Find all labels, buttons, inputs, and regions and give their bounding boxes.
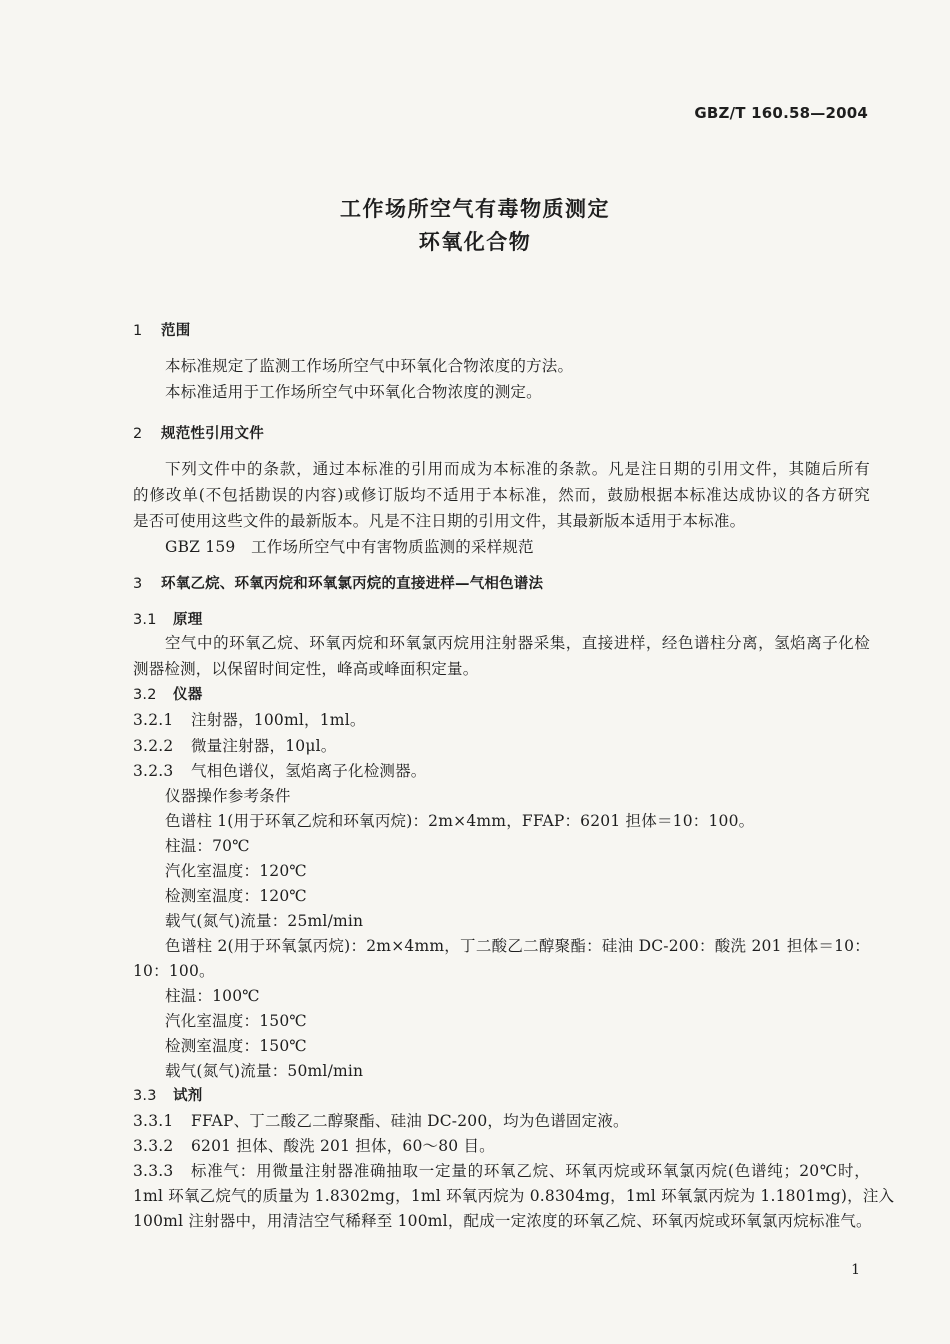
clause-number: 3.2.2 bbox=[133, 737, 174, 755]
column-1-vaporizer-temp: 汽化室温度：120℃ bbox=[165, 862, 307, 880]
paragraph-line: 的修改单(不包括勘误的内容)或修订版均不适用于本标准，然而，鼓励根据本标准达成协议的各方研究 bbox=[133, 486, 870, 504]
clause-number: 3.3.3 bbox=[133, 1162, 174, 1180]
column-1-carrier-flow: 载气(氮气)流量：25ml/min bbox=[165, 912, 364, 930]
clause-text: 气相色谱仪，氢焰离子化检测器。 bbox=[191, 762, 427, 780]
column-2-detector-temp: 检测室温度：150℃ bbox=[165, 1037, 307, 1055]
subsection-number: 3.1 bbox=[133, 612, 157, 628]
clause-3-3-3 bbox=[133, 1160, 870, 1182]
clause-3-3-1 bbox=[133, 1110, 950, 1132]
column-2-temperature: 柱温：100℃ bbox=[165, 987, 260, 1005]
clause-3-2-2 bbox=[133, 735, 950, 757]
column-2-vaporizer-temp: 汽化室温度：150℃ bbox=[165, 1012, 307, 1030]
subsection-number: 3.3 bbox=[133, 1088, 157, 1104]
section-title: 规范性引用文件 bbox=[161, 426, 264, 442]
clause-number: 3.3.2 bbox=[133, 1137, 174, 1155]
clause-text-line: 100ml 注射器中，用清洁空气稀释至 100ml，配成一定浓度的环氧乙烷、环氧丙烷或环氧氯丙烷标准气。 bbox=[133, 1212, 872, 1230]
document-subtitle: 环氧化合物 bbox=[418, 230, 532, 254]
column-1-spec: 色谱柱 1(用于环氧乙烷和环氧丙烷)：2m×4mm，FFAP：6201 担体＝10：100。 bbox=[165, 812, 755, 830]
subsection-3-2-heading bbox=[133, 684, 950, 706]
conditions-heading: 仪器操作参考条件 bbox=[165, 787, 291, 805]
subsection-title: 试剂 bbox=[173, 1088, 203, 1104]
section-2-heading bbox=[133, 423, 950, 445]
column-2-carrier-flow: 载气(氮气)流量：50ml/min bbox=[165, 1062, 364, 1080]
paragraph-line: 下列文件中的条款，通过本标准的引用而成为本标准的条款。凡是注日期的引用文件，其随后所有 bbox=[165, 460, 870, 478]
subsection-title: 原理 bbox=[173, 612, 203, 628]
clause-number: 3.2.1 bbox=[133, 711, 174, 729]
section-number: 3 bbox=[133, 576, 143, 592]
column-1-detector-temp: 检测室温度：120℃ bbox=[165, 887, 307, 905]
section-title: 范围 bbox=[161, 323, 191, 339]
clause-text: 微量注射器，10μl。 bbox=[191, 737, 337, 755]
section-1-heading bbox=[133, 320, 950, 342]
paragraph: 本标准适用于工作场所空气中环氧化合物浓度的测定。 bbox=[165, 383, 542, 401]
section-number: 1 bbox=[133, 323, 143, 339]
clause-3-2-3 bbox=[133, 760, 950, 782]
clause-text: 6201 担体、酸洗 201 担体，60～80 目。 bbox=[191, 1137, 495, 1155]
clause-text: FFAP、丁二酸乙二醇聚酯、硅油 DC-200，均为色谱固定液。 bbox=[191, 1112, 629, 1130]
clause-text: 注射器，100ml，1ml。 bbox=[191, 711, 366, 729]
paragraph-line: 测器检测，以保留时间定性，峰高或峰面积定量。 bbox=[133, 660, 479, 678]
paragraph-line: 是否可使用这些文件的最新版本。凡是不注日期的引用文件，其最新版本适用于本标准。 bbox=[133, 512, 746, 530]
standard-number: GBZ/T 160.58—2004 bbox=[694, 104, 868, 122]
reference-item: GBZ 159 工作场所空气中有害物质监测的采样规范 bbox=[165, 538, 534, 556]
section-number: 2 bbox=[133, 426, 143, 442]
clause-number: 3.3.1 bbox=[133, 1112, 174, 1130]
column-1-temperature: 柱温：70℃ bbox=[165, 837, 250, 855]
column-2-spec-line: 色谱柱 2(用于环氧氯丙烷)：2m×4mm，丁二酸乙二醇聚酯：硅油 DC-200：酸洗 201 担体＝10： bbox=[165, 937, 870, 955]
document-title: 工作场所空气有毒物质测定 bbox=[340, 197, 610, 221]
page-number: 1 bbox=[851, 1262, 860, 1278]
section-3-heading bbox=[133, 573, 950, 595]
clause-3-2-1 bbox=[133, 709, 950, 731]
paragraph: 本标准规定了监测工作场所空气中环氧化合物浓度的方法。 bbox=[165, 357, 574, 375]
subsection-title: 仪器 bbox=[173, 687, 203, 703]
clause-text-line: 1ml 环氧乙烷气的质量为 1.8302mg，1ml 环氧丙烷为 0.8304mg，1ml 环氧氯丙烷为 1.1801mg)，注入 bbox=[133, 1187, 895, 1205]
section-title: 环氧乙烷、环氧丙烷和环氧氯丙烷的直接进样—气相色谱法 bbox=[161, 576, 544, 592]
clause-text-line: 标准气：用微量注射器准确抽取一定量的环氧乙烷、环氧丙烷或环氧氯丙烷(色谱纯；20℃时， bbox=[191, 1162, 870, 1180]
subsection-number: 3.2 bbox=[133, 687, 157, 703]
subsection-3-3-heading bbox=[133, 1085, 950, 1107]
clause-number: 3.2.3 bbox=[133, 762, 174, 780]
subsection-3-1-heading bbox=[133, 609, 950, 631]
paragraph-line: 空气中的环氧乙烷、环氧丙烷和环氧氯丙烷用注射器采集，直接进样，经色谱柱分离，氢焰离子化检 bbox=[165, 634, 870, 652]
clause-3-3-2 bbox=[133, 1135, 950, 1157]
column-2-spec-line: 10：100。 bbox=[133, 962, 215, 980]
